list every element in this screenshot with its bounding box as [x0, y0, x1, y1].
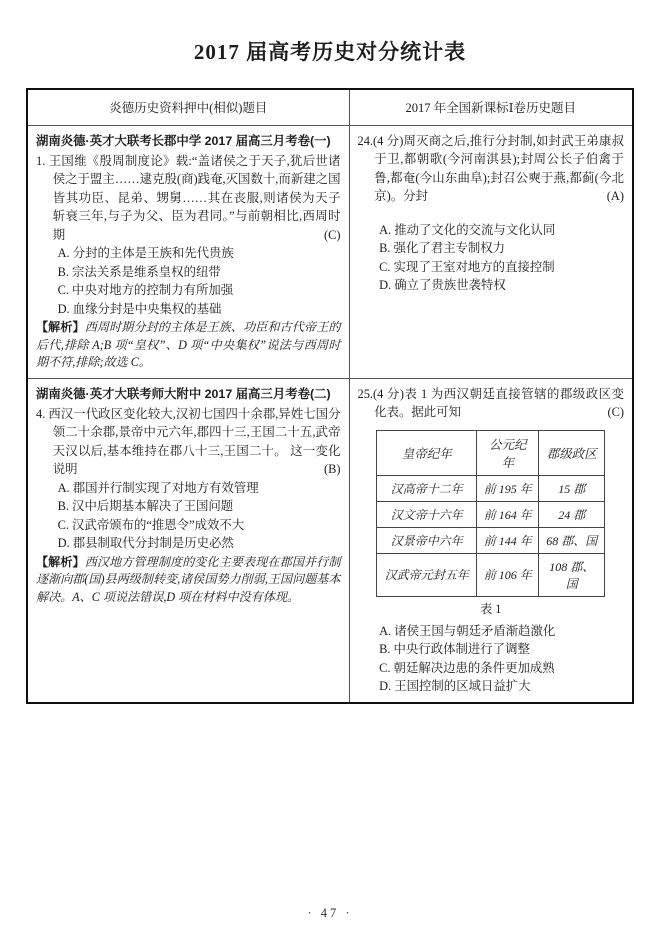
question-text: [36, 405, 341, 479]
mock-source-heading: 湖南炎德·英才大联考长郡中学 2017 届高三月考卷(一): [36, 133, 331, 148]
option-d: D. 王国控制的区域日益扩大: [379, 679, 531, 693]
option-c: C. 汉武帝颁布的“推恩令”成效不大: [57, 517, 245, 532]
question-text: [358, 132, 625, 206]
option-b: B. 汉中后期基本解决了王国问题: [57, 499, 234, 513]
option-c: C. 中央对地方的控制力有所加强: [57, 283, 234, 297]
option-a: A. 郡国并行制实现了对地方有效管理: [57, 480, 259, 495]
comparison-table: [26, 88, 634, 704]
header-right-column: 2017 年全国新课标Ⅰ卷历史题目: [349, 89, 633, 125]
page-title: 2017 届高考历史对分统计表: [193, 40, 467, 64]
cell-era: 汉武帝元封五年: [377, 553, 477, 596]
cell-era: 汉文帝十六年: [377, 501, 477, 527]
cell-year: 前 164 年: [477, 501, 539, 527]
analysis-paragraph: [36, 319, 341, 372]
analysis-label: 【解析】: [36, 554, 85, 569]
answer-key: (A): [606, 189, 624, 203]
question-text: [36, 152, 341, 245]
option-c: C. 朝廷解决边患的条件更加成熟: [379, 660, 555, 675]
option-b: B. 宗法关系是维系皇权的纽带: [57, 264, 221, 279]
options-list: [358, 622, 625, 696]
question-stem: 1. 王国维《殷周制度论》载:“盖诸侯之于天子,犹后世诸侯之于盟主……逮克殷(商)践奄,灭国数十,而新建之国皆其功臣、昆弟、甥舅……其在丧服,则诸侯为天子斩衰三年,与子为父、臣为君同。”与前朝相比,西周时期: [36, 153, 341, 242]
answer-key: (C): [323, 227, 341, 242]
option-c: C. 实现了王室对地方的直接控制: [379, 259, 555, 274]
question-stem: 25.(4 分)表 1 为西汉朝廷直接管辖的郡级政区变化表。据此可知: [357, 386, 624, 419]
cell-year: 前 144 年: [477, 527, 539, 553]
col-gregorian-year: 公元纪年: [477, 430, 539, 475]
table-row: [27, 125, 633, 378]
cell-era: 汉高帝十二年: [377, 475, 477, 501]
analysis-text: 西周时期分封的主体是王族、功臣和古代帝王的后代,排除 A;B 项“皇权”、D 项“中央集权”说法与西周时期不符,排除;故选 C。: [36, 320, 341, 369]
exam-question-24-cell: [349, 125, 633, 378]
cell-era: 汉景帝中六年: [377, 527, 477, 553]
col-commandery-count: 郡级政区: [539, 430, 605, 475]
table-header-row: [27, 89, 633, 125]
cell-year: 前 195 年: [477, 475, 539, 501]
question-text: [358, 385, 625, 422]
answer-key: (B): [323, 462, 341, 476]
col-emperor-era: 皇帝纪年: [377, 430, 477, 475]
question-stem: 4. 西汉一代政区变化较大,汉初七国四十余郡,异姓七国分领二十余郡,景帝中元六年,郡四十三,王国二十五,武帝天汉以后,基本维持在郡八十三,王国二十。 这一变化说明: [36, 406, 341, 476]
analysis-paragraph: [36, 554, 341, 607]
option-d: D. 郡县制取代分封制是历史必然: [57, 536, 234, 550]
mock-source-heading: 湖南炎德·英才大联考师大附中 2017 届高三月考卷(二): [36, 386, 331, 401]
exam-question-25-cell: [349, 378, 633, 703]
page-number: · 47 ·: [307, 906, 353, 920]
mock-question-4-cell: [27, 378, 349, 703]
option-a: A. 分封的主体是王族和先代贵族: [57, 246, 234, 260]
inner-table-caption: 表 1: [480, 601, 502, 616]
cell-count: 68 郡、国: [539, 527, 605, 553]
table-row: [27, 378, 633, 703]
analysis-text: 西汉地方管理制度的变化主要表现在郡国并行制逐渐向郡(国)县两级制转变,诸侯国势力削弱,王国问题基本解决。A、C 项说法错误,D 项在材料中没有体现。: [36, 554, 341, 604]
option-d: D. 血缘分封是中央集权的基础: [57, 301, 222, 316]
mock-question-1-cell: [27, 125, 349, 378]
option-b: B. 中央行政体制进行了调整: [379, 642, 530, 656]
answer-key: (C): [607, 405, 624, 419]
analysis-label: 【解析】: [36, 320, 85, 334]
options-list: [358, 221, 625, 295]
header-left-column: 炎德历史资料押中(相似)题目: [27, 89, 349, 125]
commandery-data-table: [376, 430, 605, 597]
inner-table-row: [377, 475, 605, 501]
cell-count: 24 郡: [539, 501, 605, 527]
option-a: A. 推动了文化的交流与文化认同: [379, 222, 556, 237]
option-a: A. 诸侯王国与朝廷矛盾渐趋激化: [379, 623, 556, 638]
option-b: B. 强化了君主专制权力: [379, 241, 506, 255]
question-stem: 24.(4 分)周灭商之后,推行分封制,如封武王弟康叔于卫,都朝歌(今河南淇县);封周公长子伯禽于鲁,都奄(今山东曲阜);封召公奭于燕,都蓟(今北京)。分封: [357, 133, 624, 203]
options-list: [36, 479, 341, 553]
options-list: [36, 244, 341, 318]
cell-count: 15 郡: [539, 475, 605, 501]
cell-count: 108 郡、国: [539, 553, 605, 596]
cell-year: 前 106 年: [477, 553, 539, 596]
inner-table-row: [377, 501, 605, 527]
inner-table-row: [377, 527, 605, 553]
inner-table-row: [377, 553, 605, 596]
option-d: D. 确立了贵族世袭特权: [379, 278, 506, 292]
inner-table-header-row: [377, 430, 605, 475]
